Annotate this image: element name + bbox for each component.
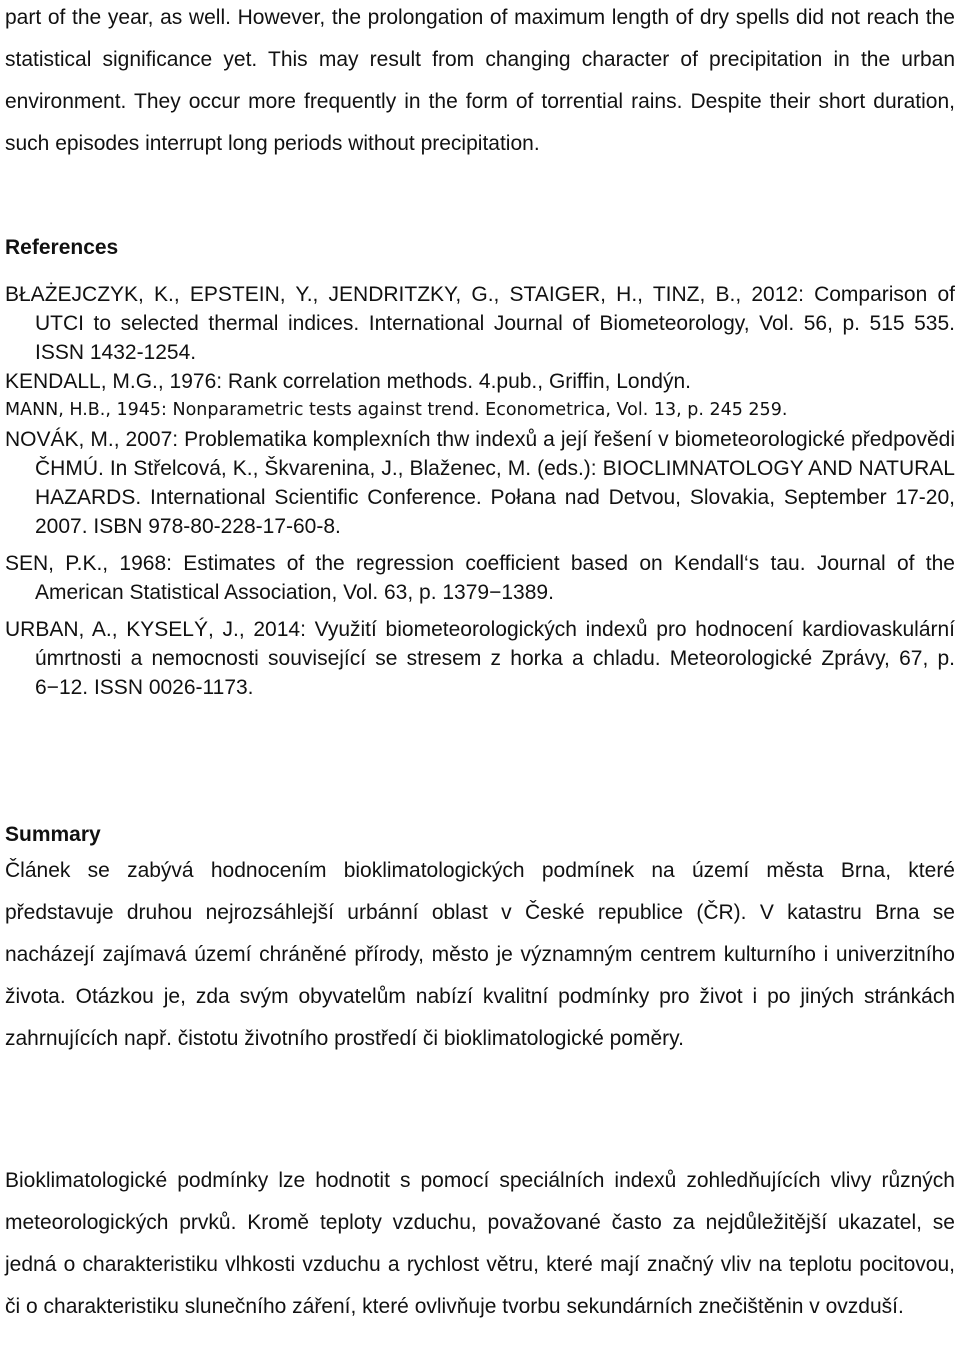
summary-paragraph-1: Článek se zabývá hodnocením bioklimatologických podmínek na území města Brna, které představuje druhou nejrozsáhlejší urbánní oblast v České republice (ČR). V katastru Brna se nacházejí zajímavá území chráněné přírody, město je významným centrem kulturního i univerzitního života. Otázkou je, zda svým obyvatelům nabízí kvalitní podmínky pro život i po jiných stránkách zahrnujících např. čistotu životního prostředí či bioklimatologické poměry.: [5, 859, 955, 1050]
reference-item: URBAN, A., KYSELÝ, J., 2014: Využití biometeorologických indexů pro hodnocení kardiovaskulární úmrtnosti a nemocnosti související se stresem z horka a chladu. Meteorologické Zprávy, 67, p. 6−12. ISSN 0026-1173.: [5, 618, 955, 699]
reference-list: [5, 280, 955, 702]
reference-item: SEN, P.K., 1968: Estimates of the regression coefficient based on Kendall‘s tau. Journal of the American Statistical Association, Vol. 63, p. 1379−1389.: [5, 552, 955, 604]
reference-item: BŁAŻEJCZYK, K., EPSTEIN, Y., JENDRITZKY, G., STAIGER, H., TINZ, B., 2012: Comparison of UTCI to selected thermal indices. International Journal of Biometeorology, Vol. 56, p. 515 535. ISSN 1432-1254.: [5, 283, 955, 364]
reference-item: NOVÁK, M., 2007: Problematika komplexních thw indexů a její řešení v biometeorologické předpovědi ČHMÚ. In Střelcová, K., Škvarenina, J., Blaženec, M. (eds.): BIOCLIMNATOLOGY AND NATURAL HAZARDS. International Scientific Conference. Połana nad Detvou, Slovakia, September 17-20, 2007. ISBN 978-80-228-17-60-8.: [5, 428, 955, 538]
references-heading: References: [5, 236, 119, 259]
summary-paragraph-2: Bioklimatologické podmínky lze hodnotit s pomocí speciálních indexů zohledňujících vlivy různých meteorologických prvků. Kromě teploty vzduchu, považované často za nejdůležitější ukazatel, se jedná o charakteristiku vlhkosti vzduchu a rychlost větru, které mají značný vliv na teplotu pocitovou, či o charakteristiku slunečního záření, které ovlivňuje tvorbu sekundárních znečištěnin v ovzduší.: [5, 1169, 955, 1318]
summary-paragraph: [5, 1160, 955, 1328]
summary-heading: Summary: [5, 823, 101, 846]
intro-paragraph: part of the year, as well. However, the prolongation of maximum length of dry spells did not reach the statistical significance yet. This may result from changing character of precipitation in the urban environment. They occur more frequently in the form of torrential rains. Despite their short duration, such episodes interrupt long periods without precipitation.: [5, 6, 955, 155]
intro-section: [5, 0, 955, 165]
reference-item: KENDALL, M.G., 1976: Rank correlation methods. 4.pub., Griffin, Londýn.: [5, 370, 691, 393]
summary-paragraph: [5, 850, 955, 1060]
reference-item: MANN, H.B., 1945: Nonparametric tests against trend. Econometrica, Vol. 13, p. 245 259.: [5, 400, 788, 420]
